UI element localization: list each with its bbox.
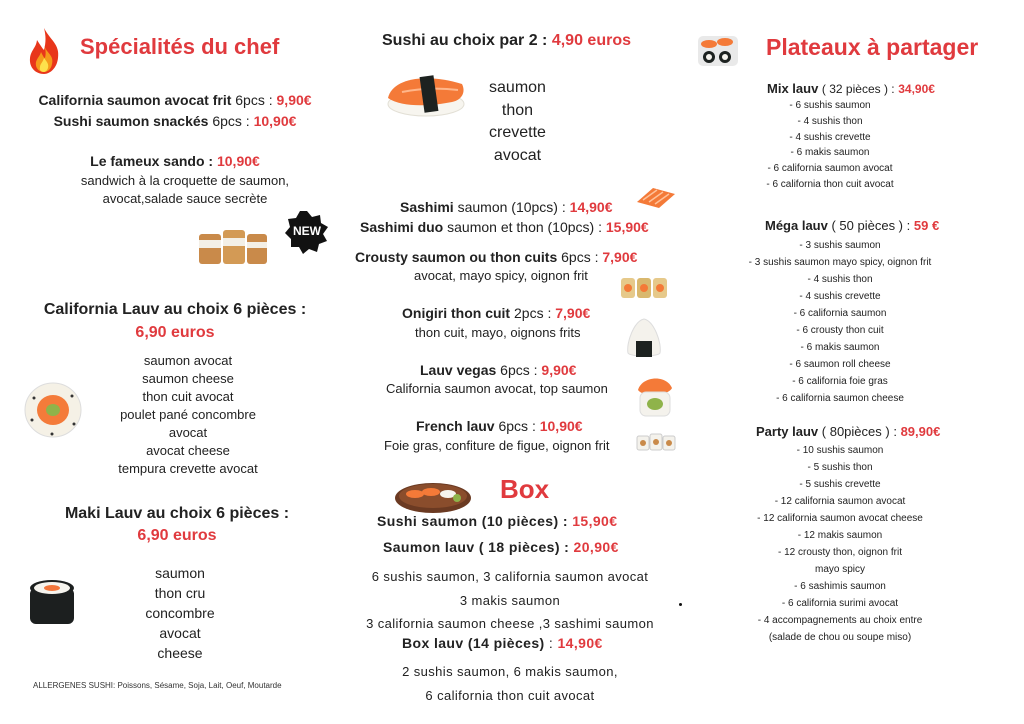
nigiri-image: [382, 70, 468, 118]
list-item: tempura crevette avocat: [118, 461, 258, 476]
list-item: 3 makis saumon: [459, 592, 561, 608]
sando-image: [195, 220, 270, 270]
list-item: avocat: [493, 146, 542, 164]
item-name: Sushi saumon (10 pièces) :: [377, 513, 568, 529]
sushi-options-list: [470, 77, 565, 167]
fire-icon: [24, 26, 64, 76]
sashimi-duo-line: [360, 219, 649, 235]
item-detail: ( 32 pièces ) :: [821, 82, 895, 96]
box-saumon-lauv-line: [383, 539, 619, 555]
list-item: saumon avocat: [143, 353, 233, 368]
item-qty: 6pcs :: [498, 418, 536, 434]
item-price: 9,90€: [541, 362, 577, 378]
mix-lauv-items: [740, 98, 920, 193]
new-badge: [285, 210, 329, 254]
california-lauv-title: California Lauv au choix 6 pièces :: [43, 301, 307, 318]
list-item: 2 sushis saumon, 6 makis saumon,: [402, 664, 618, 679]
party-lauv-items: [740, 442, 940, 646]
item-price: 9,90€: [276, 92, 312, 108]
item-price: 15,90€: [605, 219, 649, 235]
item-qty: 6pcs :: [212, 113, 250, 129]
list-item: - 6 saumon roll cheese: [789, 359, 891, 370]
item-price: 59 €: [913, 218, 940, 233]
california-options-list: [88, 352, 288, 478]
list-item: - 12 california saumon avocat cheese: [757, 513, 923, 524]
list-item: avocat cheese: [146, 443, 230, 458]
maki-lauv-price: 6,90 euros: [137, 527, 217, 544]
onigiri-line: [402, 305, 590, 321]
lauv-vegas-image: [632, 370, 676, 420]
item-price: 14,90€: [569, 199, 613, 215]
list-item: - 4 accompagnements au choix entre: [757, 615, 923, 626]
list-item: saumon: [489, 79, 546, 96]
list-item: - 6 california thon cuit avocat: [766, 178, 894, 190]
list-item: - 6 sashimis saumon: [794, 581, 886, 592]
sharing-platters-title: Plateaux à partager: [766, 34, 979, 60]
sando-title: [10, 153, 340, 169]
maki-options-list: [110, 563, 250, 663]
list-item: saumon cheese: [142, 371, 234, 386]
item-name: Sushi saumon snackés: [53, 113, 209, 129]
allergens-note: ALLERGENES SUSHI: Poissons, Sésame, Soja, Lait, Oeuf, Moutarde: [33, 681, 282, 690]
list-item: - 12 crousty thon, oignon frit: [778, 547, 902, 558]
list-item: (salade de chou ou soupe miso): [768, 632, 912, 643]
maki-lauv-title: Maki Lauv au choix 6 pièces :: [64, 505, 290, 522]
sushi-snackes-line: [10, 113, 340, 129]
item-name: Crousty saumon ou thon cuits: [355, 249, 558, 265]
sushi-platter-icon: [697, 28, 739, 70]
list-item: - 4 sushis crevette: [789, 131, 871, 143]
item-price: 14,90€: [557, 635, 603, 651]
california-lauv-price: 6,90 euros: [135, 324, 215, 341]
list-item: - 6 makis saumon: [800, 342, 880, 353]
onigiri-image: [624, 317, 664, 359]
list-item: avocat: [168, 425, 208, 440]
item-price: 15,90€: [572, 513, 618, 529]
list-item: poulet pané concombre: [120, 407, 256, 422]
list-item: - 10 sushis saumon: [796, 445, 884, 456]
list-item: mayo spicy: [814, 564, 865, 575]
item-name: Onigiri thon cuit: [402, 305, 511, 321]
list-item: thon cuit avocat: [142, 389, 234, 404]
sushi-choice-price: 4,90 euros: [551, 32, 631, 49]
sushi-choice-label: Sushi au choix par 2 :: [382, 32, 548, 49]
box-title: Box: [500, 474, 550, 504]
list-item: - 12 california saumon avocat: [774, 496, 906, 507]
item-detail: ( 50 pièces ) :: [831, 218, 911, 233]
onigiri-desc: thon cuit, mayo, oignons frits: [415, 325, 581, 340]
item-desc: saumon et thon (10pcs) :: [447, 219, 602, 235]
list-item: avocat: [159, 625, 201, 641]
item-name: Box lauv (14 pièces): [402, 635, 545, 651]
dot-mark: [679, 603, 682, 606]
lauv-vegas-line: [420, 362, 576, 378]
item-name: Le fameux sando :: [90, 153, 214, 169]
item-name: Party lauv: [756, 424, 819, 439]
list-item: thon: [501, 101, 534, 119]
item-qty: 6pcs :: [235, 92, 273, 108]
list-item: saumon: [155, 565, 205, 581]
item-price: 10,90€: [253, 113, 297, 129]
lauv-vegas-desc: California saumon avocat, top saumon: [386, 381, 608, 396]
item-name: Mix lauv: [767, 81, 819, 96]
list-item: - 6 makis saumon: [790, 147, 870, 159]
french-lauv-line: [416, 418, 583, 434]
party-lauv-line: [756, 424, 940, 439]
french-lauv-image: [636, 432, 676, 454]
list-item: - 3 sushis saumon mayo spicy, oignon frit: [748, 257, 932, 268]
list-item: - 4 sushis crevette: [799, 291, 881, 302]
list-item: - 6 california saumon cheese: [776, 393, 904, 404]
item-name: Méga lauv: [765, 218, 828, 233]
list-item: - 6 sushis saumon: [789, 100, 871, 111]
chef-specialties-title: Spécialités du chef: [80, 34, 280, 59]
list-item: 6 sushis saumon, 3 california saumon avocat: [371, 569, 649, 584]
list-item: - 6 california saumon avocat: [767, 163, 893, 175]
french-lauv-desc: Foie gras, confiture de figue, oignon frit: [384, 438, 610, 453]
maki-roll-image: [28, 578, 76, 628]
list-item: - 6 california surimi avocat: [781, 598, 899, 609]
box-tray-image: [393, 472, 473, 516]
list-item: - 12 makis saumon: [797, 530, 883, 541]
sando-desc-2: avocat,salade sauce secrète: [102, 191, 268, 206]
sashimi-line: [400, 199, 612, 215]
list-item: crevette: [489, 124, 546, 141]
mega-lauv-line: [765, 218, 939, 233]
box-saumon-lauv-desc: [345, 565, 675, 636]
list-item: 6 california thon cuit avocat: [425, 688, 595, 703]
mix-lauv-line: [767, 81, 935, 96]
item-detail: ( 80pièces ) :: [821, 424, 897, 439]
list-item: - 6 california saumon: [793, 308, 887, 319]
item-price: 10,90€: [216, 153, 260, 169]
list-item: - 6 crousty thon cuit: [796, 325, 884, 336]
list-item: - 3 sushis saumon: [799, 240, 881, 251]
list-item: - 5 sushis thon: [807, 462, 873, 473]
list-item: concombre: [145, 605, 215, 621]
item-name: Lauv vegas: [420, 362, 497, 378]
list-item: - 5 sushis crevette: [799, 479, 881, 490]
crousty-line: [355, 249, 637, 265]
new-badge-label: NEW: [293, 224, 321, 238]
item-price: 10,90€: [539, 418, 583, 434]
item-name: French lauv: [416, 418, 495, 434]
list-item: 3 california saumon cheese ,3 sashimi saumon: [366, 616, 654, 631]
california-frit-line: [10, 92, 340, 108]
item-name: Sashimi: [400, 199, 454, 215]
sushi-choice-title: [382, 32, 631, 50]
box-sushi-saumon-line: [377, 513, 617, 529]
sando-desc-1: sandwich à la croquette de saumon,: [80, 173, 290, 188]
box-lauv-desc: [350, 660, 670, 708]
item-qty: 6pcs :: [561, 249, 599, 265]
sashimi-image: [635, 184, 677, 212]
item-price: 34,90€: [898, 82, 935, 96]
item-desc: saumon (10pcs) :: [457, 199, 566, 215]
list-item: - 6 california foie gras: [792, 376, 888, 387]
list-item: cheese: [157, 645, 203, 661]
item-qty: 2pcs :: [514, 305, 552, 321]
item-name: Sashimi duo: [360, 219, 444, 235]
list-item: thon cru: [154, 585, 206, 601]
item-name: Saumon lauv ( 18 pièces) :: [383, 539, 570, 555]
item-name: California saumon avocat frit: [38, 92, 232, 108]
box-lauv-line: [402, 635, 603, 651]
california-roll-image: [22, 380, 84, 440]
mega-lauv-items: [740, 237, 940, 407]
item-price: 20,90€: [573, 539, 619, 555]
list-item: - 4 sushis thon: [807, 274, 873, 285]
item-price: 7,90€: [555, 305, 591, 321]
list-item: - 4 sushis thon: [797, 115, 863, 127]
item-separator: :: [544, 635, 558, 651]
item-price: 7,90€: [602, 249, 638, 265]
item-price: 89,90€: [900, 424, 941, 439]
crousty-desc: avocat, mayo spicy, oignon frit: [414, 268, 588, 283]
crousty-image: [620, 275, 668, 301]
item-qty: 6pcs :: [500, 362, 538, 378]
